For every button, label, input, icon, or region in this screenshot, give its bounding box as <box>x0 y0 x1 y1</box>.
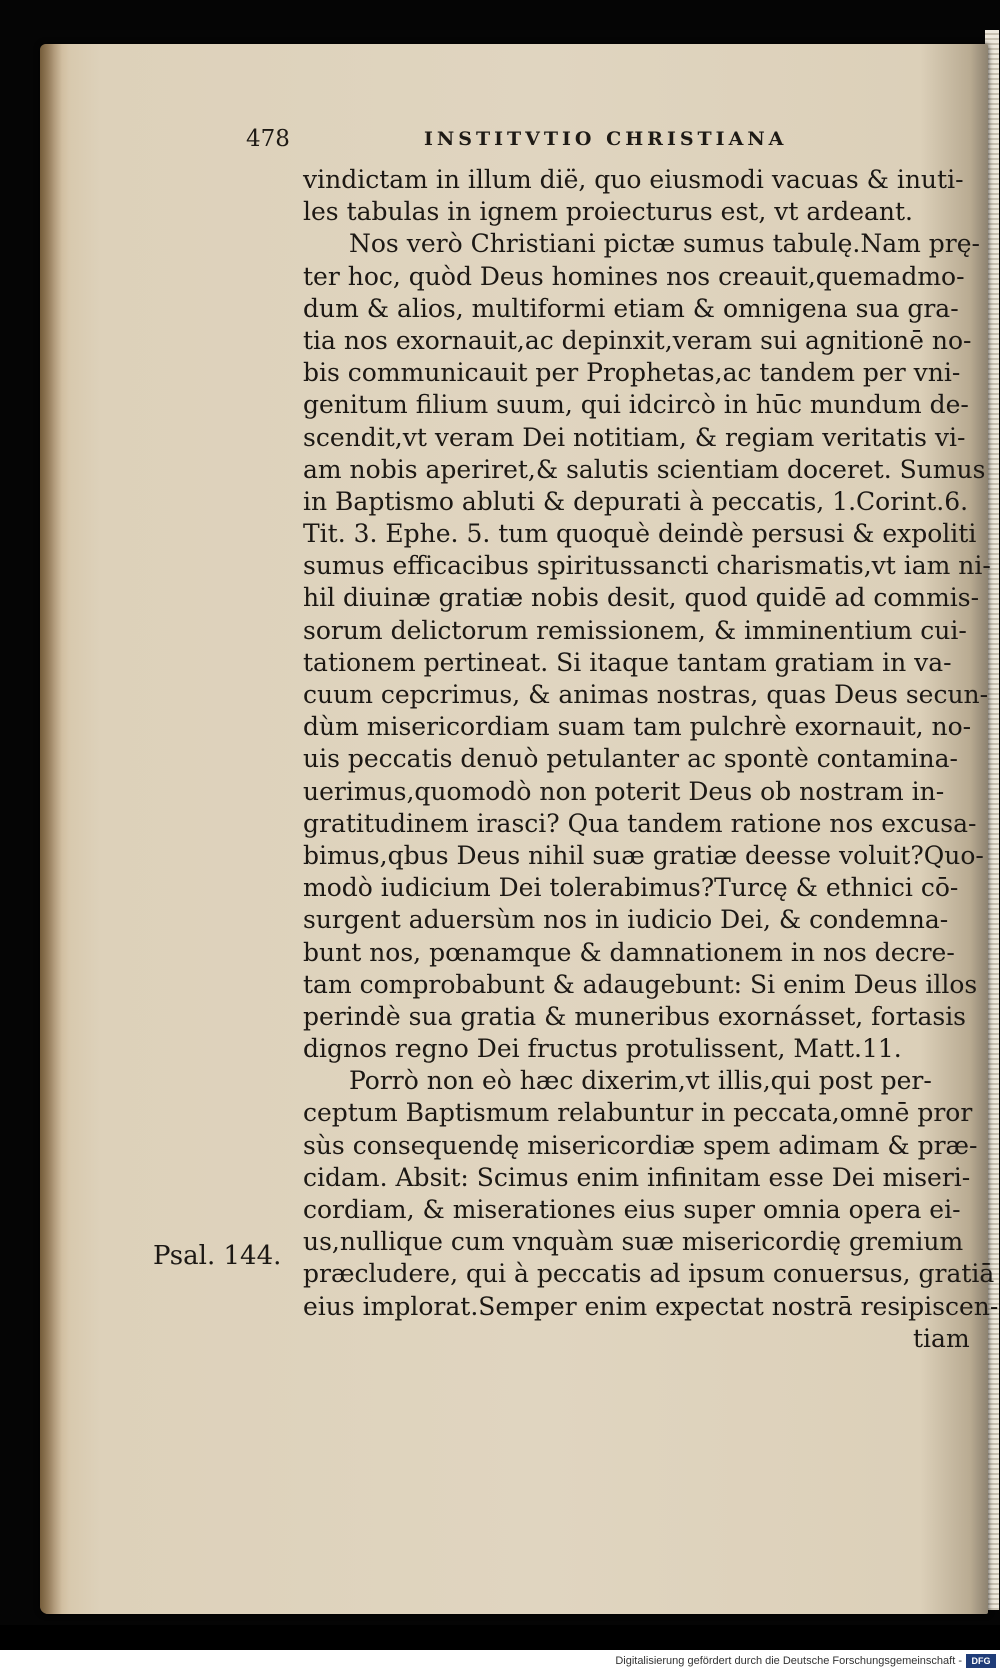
text-line: modò iudicium Dei tolerabimus?Turcę & ethnici cō- <box>303 873 959 903</box>
text-line: uerimus,quomodò non poterit Deus ob nostram in- <box>303 776 945 806</box>
text-line: surgent aduersùm nos in iudicio Dei, & condemna- <box>303 905 949 935</box>
catchword: tiam <box>913 1323 970 1353</box>
text-line: hil diuinæ gratiæ nobis desit, quod quidē ad commis- <box>303 583 980 613</box>
text-line: gratitudinem irasci? Qua tandem ratione nos excusa- <box>303 808 977 838</box>
text-line: bimus,qbus Deus nihil suæ gratiæ deesse voluit?Quo- <box>303 840 984 870</box>
text-line: eius implorat.Semper enim expectat nostrā resipiscen- <box>303 1291 999 1321</box>
footer-bar <box>0 1650 1000 1673</box>
text-line: Porrò non eò hæc dixerim,vt illis,qui post per- <box>349 1066 932 1096</box>
dfg-logo: DFG <box>966 1654 996 1668</box>
text-line: am nobis aperiret,& salutis scientiam doceret. Sumus <box>303 454 986 484</box>
text-line: ceptum Baptismum relabuntur in peccata,omnē pror <box>303 1098 973 1128</box>
text-line: ter hoc, quòd Deus homines nos creauit,quemadmo- <box>303 261 965 291</box>
footer-credit: Digitalisierung gefördert durch die Deutsche Forschungsgemeinschaft - <box>615 1655 962 1667</box>
text-line: Nos verò Christiani pictæ sumus tabulę.Nam prę- <box>349 229 980 259</box>
body-text <box>303 164 999 1355</box>
text-line: sorum delictorum remissionem, & imminentium cui- <box>303 615 967 645</box>
text-line: genitum filium suum, qui idcircò in hūc mundum de- <box>303 390 969 420</box>
text-line: cordiam, & miserationes eius super omnia opera ei- <box>303 1195 961 1224</box>
text-line: tationem pertineat. Si itaque tantam gratiam in va- <box>303 647 952 677</box>
text-line: dùm misericordiam suam tam pulchrè exornauit, no- <box>303 712 972 742</box>
text-line: perindè sua gratia & muneribus exornásset, fortasis <box>303 1001 967 1031</box>
text-line: præcludere, qui à peccatis ad ipsum conuersus, gratiā <box>303 1259 995 1289</box>
text-line: tam comprobabunt & adaugebunt: Si enim Deus illos <box>303 969 978 999</box>
page-number: 478 <box>246 126 290 152</box>
text-line: uis peccatis denuò petulanter ac spontè contamina- <box>303 744 958 774</box>
running-title: INSTITVTIO CHRISTIANA <box>424 128 788 150</box>
text-line: us,nullique cum vnquàm suæ misericordię gremium <box>303 1227 964 1257</box>
text-line: bunt nos, pœnamque & damnationem in nos decre- <box>303 937 955 967</box>
margin-note: Psal. 144. <box>153 1241 282 1271</box>
text-line: scendit,vt veram Dei notitiam, & regiam veritatis vi- <box>303 422 966 452</box>
text-line: cidam. Absit: Scimus enim infinitam esse Dei miseri- <box>303 1162 971 1192</box>
text-line: dignos regno Dei fructus protulissent, Matt.11. <box>303 1034 902 1064</box>
text-line: Tit. 3. Ephe. 5. tum quoquè deindè persusi & expoliti <box>303 519 977 549</box>
text-line: bis communicauit per Prophetas,ac tandem per vni- <box>303 358 961 388</box>
text-line: sumus efficacibus spiritussancti charismatis,vt iam ni- <box>303 551 991 581</box>
text-line: cuum cepcrimus, & animas nostras, quas Deus secun- <box>303 680 989 709</box>
text-line: vindictam in illum dië, quo eiusmodi vacuas & inuti- <box>303 165 964 194</box>
spine-shadow <box>40 44 62 1614</box>
text-line: sùs consequendę misericordiæ spem adimam & præ- <box>303 1130 978 1160</box>
page-header <box>246 126 996 166</box>
text-line: dum & alios, multiformi etiam & omnigena sua gra- <box>303 293 959 323</box>
text-line: les tabulas in ignem proiecturus est, vt ardeant. <box>303 197 913 227</box>
text-line: tia nos exornauit,ac depinxit,veram sui agnitionē no- <box>303 325 972 355</box>
text-line: in Baptismo abluti & depurati à peccatis, 1.Corint.6. <box>303 486 969 516</box>
